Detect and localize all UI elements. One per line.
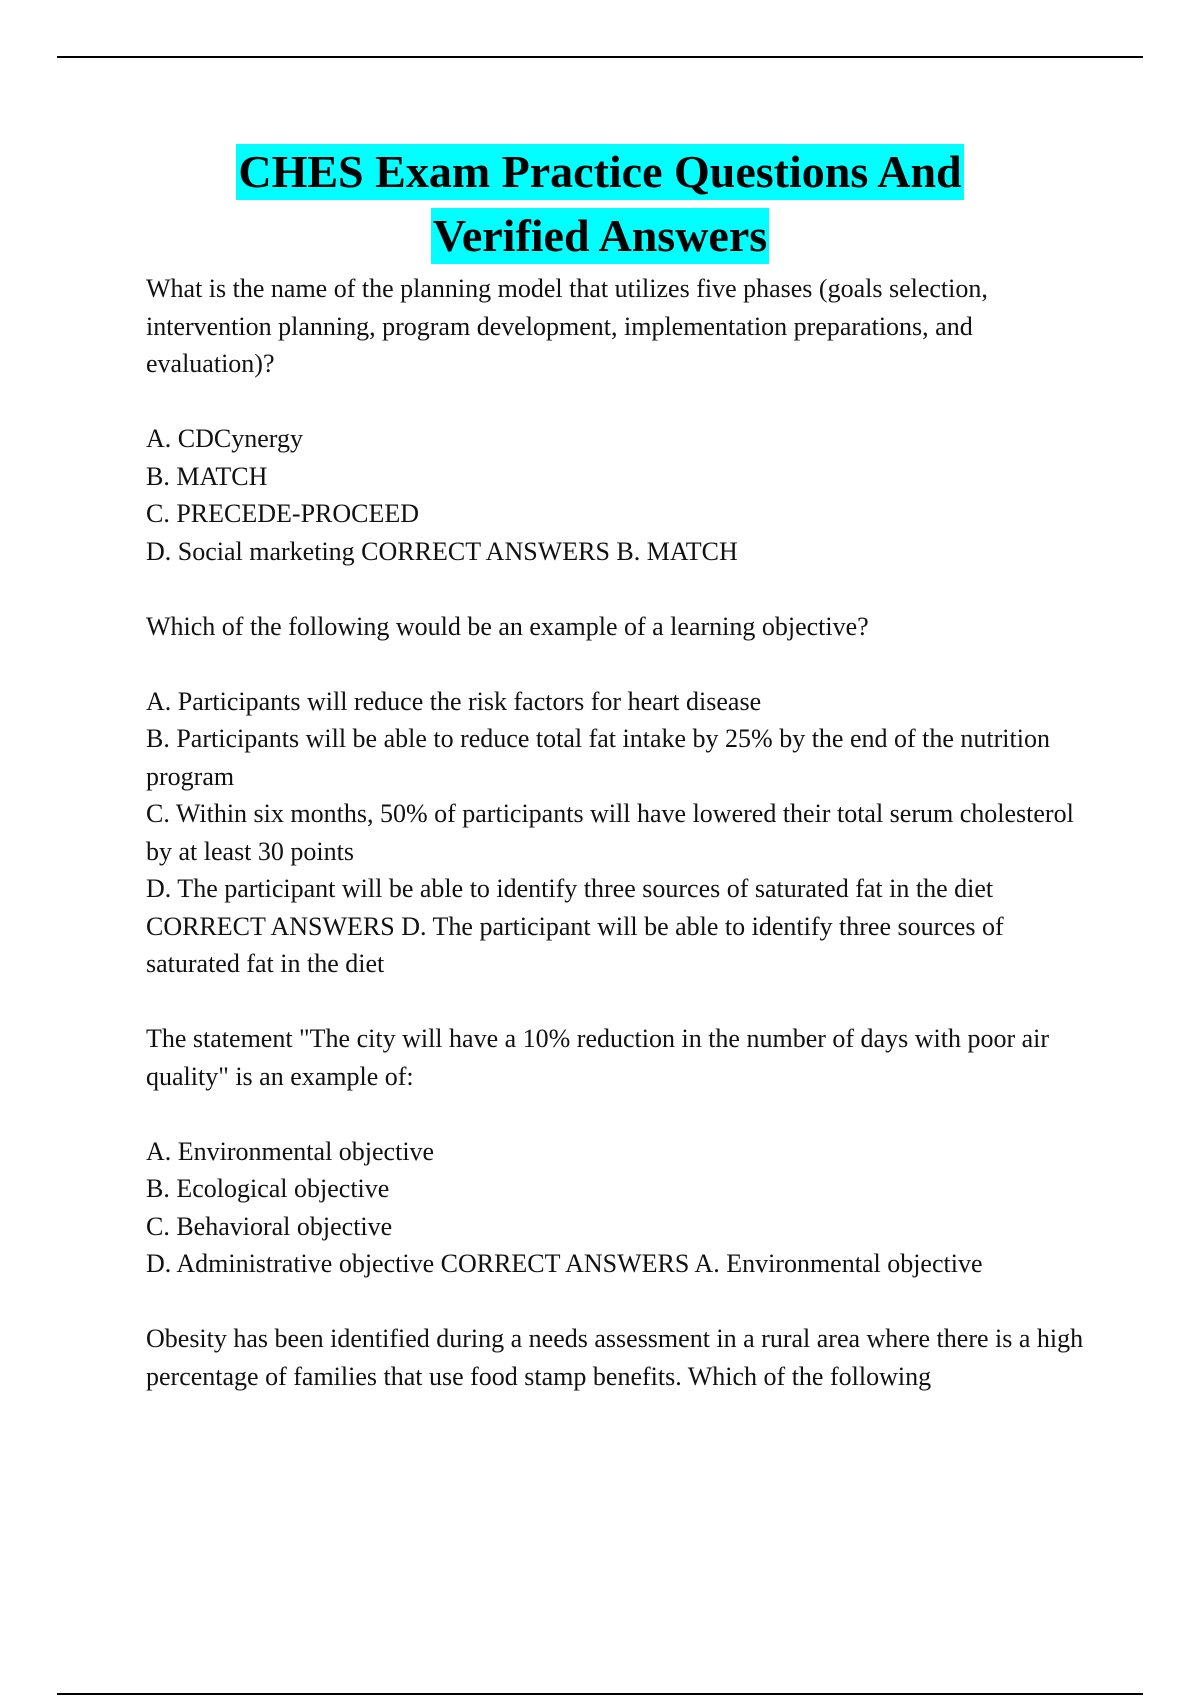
question-1-option-d-answer: D. Social marketing CORRECT ANSWERS B. MATCH: [146, 536, 738, 566]
question-1-stem-block: [146, 270, 1091, 383]
title-line-2: Verified Answers: [431, 208, 769, 264]
question-3-options: [146, 1133, 1091, 1283]
question-3-stem-block: [146, 1020, 1091, 1095]
question-4-stem: Obesity has been identified during a needs assessment in a rural area where there is a high percentage of families that use food stamp benefits. Which of the following: [146, 1324, 1084, 1391]
question-1-options: [146, 420, 1091, 570]
question-1-option-c: C. PRECEDE-PROCEED: [146, 499, 420, 528]
question-3-option-b: B. Ecological objective: [146, 1174, 390, 1203]
question-3-stem: The statement "The city will have a 10% reduction in the number of days with poor air quality" is an example of:: [146, 1024, 1050, 1091]
footer-rule: [57, 1693, 1143, 1695]
question-4-stem-block: [146, 1320, 1091, 1395]
question-2-option-b: B. Participants will be able to reduce total fat intake by 25% by the end of the nutrition program: [146, 724, 1050, 791]
question-2-stem-block: [146, 608, 1091, 646]
question-2-options: [146, 683, 1091, 983]
header-rule: [57, 56, 1143, 58]
question-1-option-a: A. CDCynergy: [146, 424, 303, 453]
question-2-option-d-answer: D. The participant will be able to identify three sources of saturated fat in the diet CORRECT ANSWERS D. The participant will be able to identify three sources of saturated fat in the diet: [146, 874, 1004, 978]
question-2-option-a: A. Participants will reduce the risk factors for heart disease: [146, 686, 762, 716]
question-2-option-c: C. Within six months, 50% of participants will have lowered their total serum cholesterol by at least 30 points: [146, 799, 1074, 866]
question-1-option-b: B. MATCH: [146, 461, 268, 491]
question-1-stem: What is the name of the planning model that utilizes five phases (goals selection, intervention planning, program development, implementation preparations, and evaluation)?: [146, 274, 988, 378]
document-title: [0, 144, 1200, 272]
document-body: [146, 270, 1091, 1433]
question-2-stem: Which of the following would be an example of a learning objective?: [146, 611, 869, 641]
question-3-option-d-answer: D. Administrative objective CORRECT ANSWERS A. Environmental objective: [146, 1249, 983, 1278]
question-3-option-a: A. Environmental objective: [146, 1136, 435, 1166]
title-line-1: CHES Exam Practice Questions And: [236, 144, 963, 200]
question-3-option-c: C. Behavioral objective: [146, 1211, 393, 1241]
